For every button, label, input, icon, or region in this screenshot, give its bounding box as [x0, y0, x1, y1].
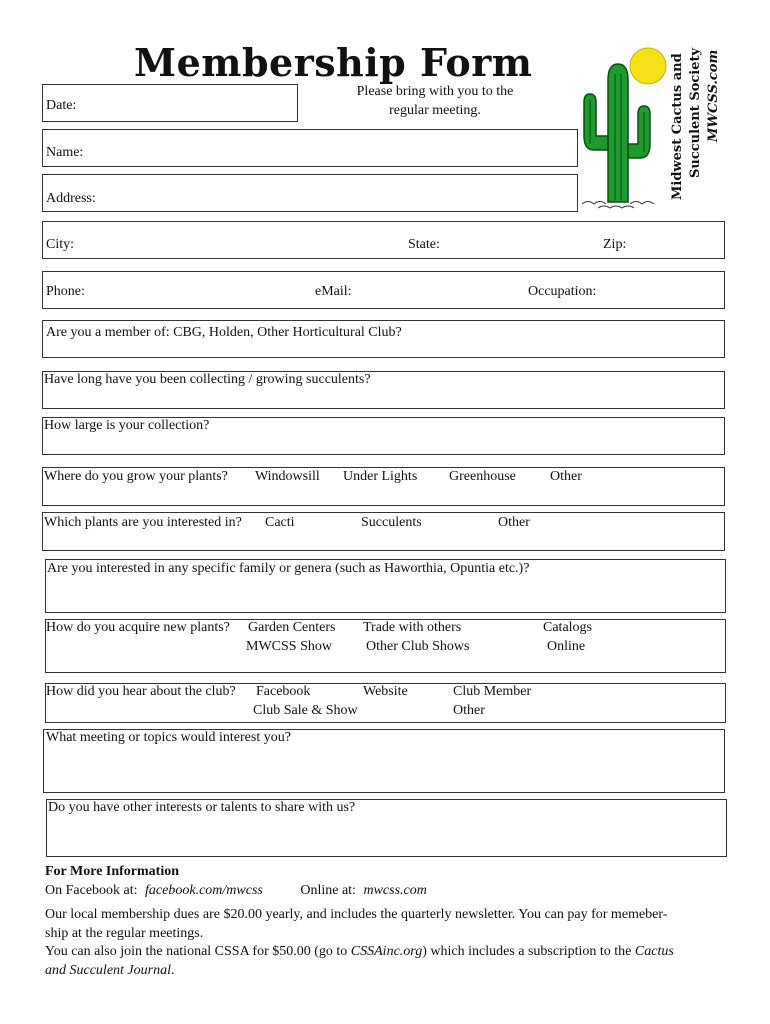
collecting-question: Have long have you been collecting / growing succulents?	[44, 372, 371, 387]
hear-question-field[interactable]	[45, 683, 726, 723]
occupation-label: Occupation:	[528, 284, 597, 299]
interest-question-field[interactable]	[42, 512, 725, 551]
zip-label: Zip:	[603, 237, 627, 252]
facebook-label: On Facebook at:	[45, 883, 138, 898]
member-question: Are you a member of: CBG, Holden, Other Horticultural Club?	[46, 325, 402, 340]
hear-option-club-member[interactable]: Club Member	[453, 684, 532, 699]
interest-question: Which plants are you interested in?	[44, 515, 242, 530]
acquire-option-mwcss-show[interactable]: MWCSS Show	[246, 639, 332, 654]
interest-option-cacti[interactable]: Cacti	[265, 515, 295, 530]
city-label: City:	[46, 237, 75, 252]
topics-question-field[interactable]	[43, 729, 725, 793]
email-label: eMail:	[315, 284, 352, 299]
bring-note-line1: Please bring with you to the	[356, 84, 514, 99]
facebook-link[interactable]: facebook.com/mwcss	[145, 883, 263, 898]
talents-question-field[interactable]	[46, 799, 727, 857]
info-contact-line	[45, 881, 427, 900]
name-field[interactable]	[42, 129, 578, 167]
member-question-field[interactable]	[42, 320, 725, 358]
cssa-text	[45, 942, 735, 980]
website-link[interactable]: mwcss.com	[363, 883, 427, 898]
phone-label: Phone:	[46, 284, 85, 299]
address-field[interactable]	[42, 174, 578, 212]
address-label: Address:	[46, 191, 96, 206]
hear-option-other[interactable]: Other	[453, 703, 485, 718]
cssa-journal-a: Cactus	[634, 944, 674, 959]
cssa-line2	[45, 961, 735, 980]
interest-option-other[interactable]: Other	[498, 515, 530, 530]
org-website: MWCSS.com	[706, 49, 721, 142]
bring-note-line2: regular meeting.	[389, 103, 481, 118]
hear-question: How did you hear about the club?	[46, 684, 236, 699]
family-question: Are you interested in any specific family or genera (such as Haworthia, Opuntia etc.)?	[47, 561, 530, 576]
date-label: Date:	[46, 98, 77, 113]
grow-option-other[interactable]: Other	[550, 469, 582, 484]
phone-email-occupation-field[interactable]	[42, 271, 725, 309]
collection-size-question: How large is your collection?	[44, 418, 210, 433]
cssa-end: .	[170, 963, 175, 978]
hear-option-facebook[interactable]: Facebook	[256, 684, 311, 699]
name-label: Name:	[46, 145, 84, 160]
date-field[interactable]	[42, 84, 298, 122]
cssa-mid: ) which includes a subscription to the	[422, 944, 635, 959]
acquire-option-online[interactable]: Online	[547, 639, 586, 654]
grow-option-under-lights[interactable]: Under Lights	[343, 469, 418, 484]
sun-icon	[630, 48, 666, 84]
org-name-line1: Midwest Cactus and	[670, 53, 685, 200]
collection-size-field[interactable]	[42, 417, 725, 455]
grow-option-greenhouse[interactable]: Greenhouse	[449, 469, 516, 484]
grow-question-field[interactable]	[42, 467, 725, 506]
acquire-option-catalogs[interactable]: Catalogs	[543, 620, 592, 635]
topics-question: What meeting or topics would interest you?	[46, 730, 291, 745]
bring-note	[330, 82, 540, 120]
family-question-field[interactable]	[45, 559, 726, 613]
hear-option-club-sale-show[interactable]: Club Sale & Show	[253, 703, 358, 718]
dues-text	[45, 905, 735, 943]
talents-question: Do you have other interests or talents to share with us?	[48, 800, 356, 815]
hear-option-website[interactable]: Website	[363, 684, 408, 699]
acquire-option-garden-centers[interactable]: Garden Centers	[248, 620, 336, 635]
acquire-question-field[interactable]	[45, 619, 726, 673]
cssa-link[interactable]: CSSAinc.org	[350, 944, 423, 959]
acquire-question: How do you acquire new plants?	[46, 620, 230, 635]
state-label: State:	[408, 237, 440, 252]
org-name-line2: Succulent Society	[688, 47, 703, 178]
collecting-question-field[interactable]	[42, 371, 725, 409]
interest-option-succulents[interactable]: Succulents	[361, 515, 422, 530]
grow-option-windowsill[interactable]: Windowsill	[255, 469, 320, 484]
dues-line2: ship at the regular meetings.	[45, 926, 204, 941]
online-label: Online at:	[300, 883, 356, 898]
page-title: Membership Form	[134, 40, 533, 85]
city-state-zip-field[interactable]	[42, 221, 725, 259]
cssa-line1	[45, 942, 735, 961]
dues-line1: Our local membership dues are $20.00 yearly, and includes the quarterly newsletter. You can pay for memeber-	[45, 907, 668, 922]
cssa-journal-b: and Succulent Journal	[45, 963, 171, 978]
info-heading: For More Information	[45, 864, 180, 879]
grow-question: Where do you grow your plants?	[44, 469, 228, 484]
cssa-pre: You can also join the national CSSA for $50.00 (go to	[45, 944, 351, 959]
acquire-option-other-club-shows[interactable]: Other Club Shows	[366, 639, 470, 654]
acquire-option-trade[interactable]: Trade with others	[363, 620, 462, 635]
